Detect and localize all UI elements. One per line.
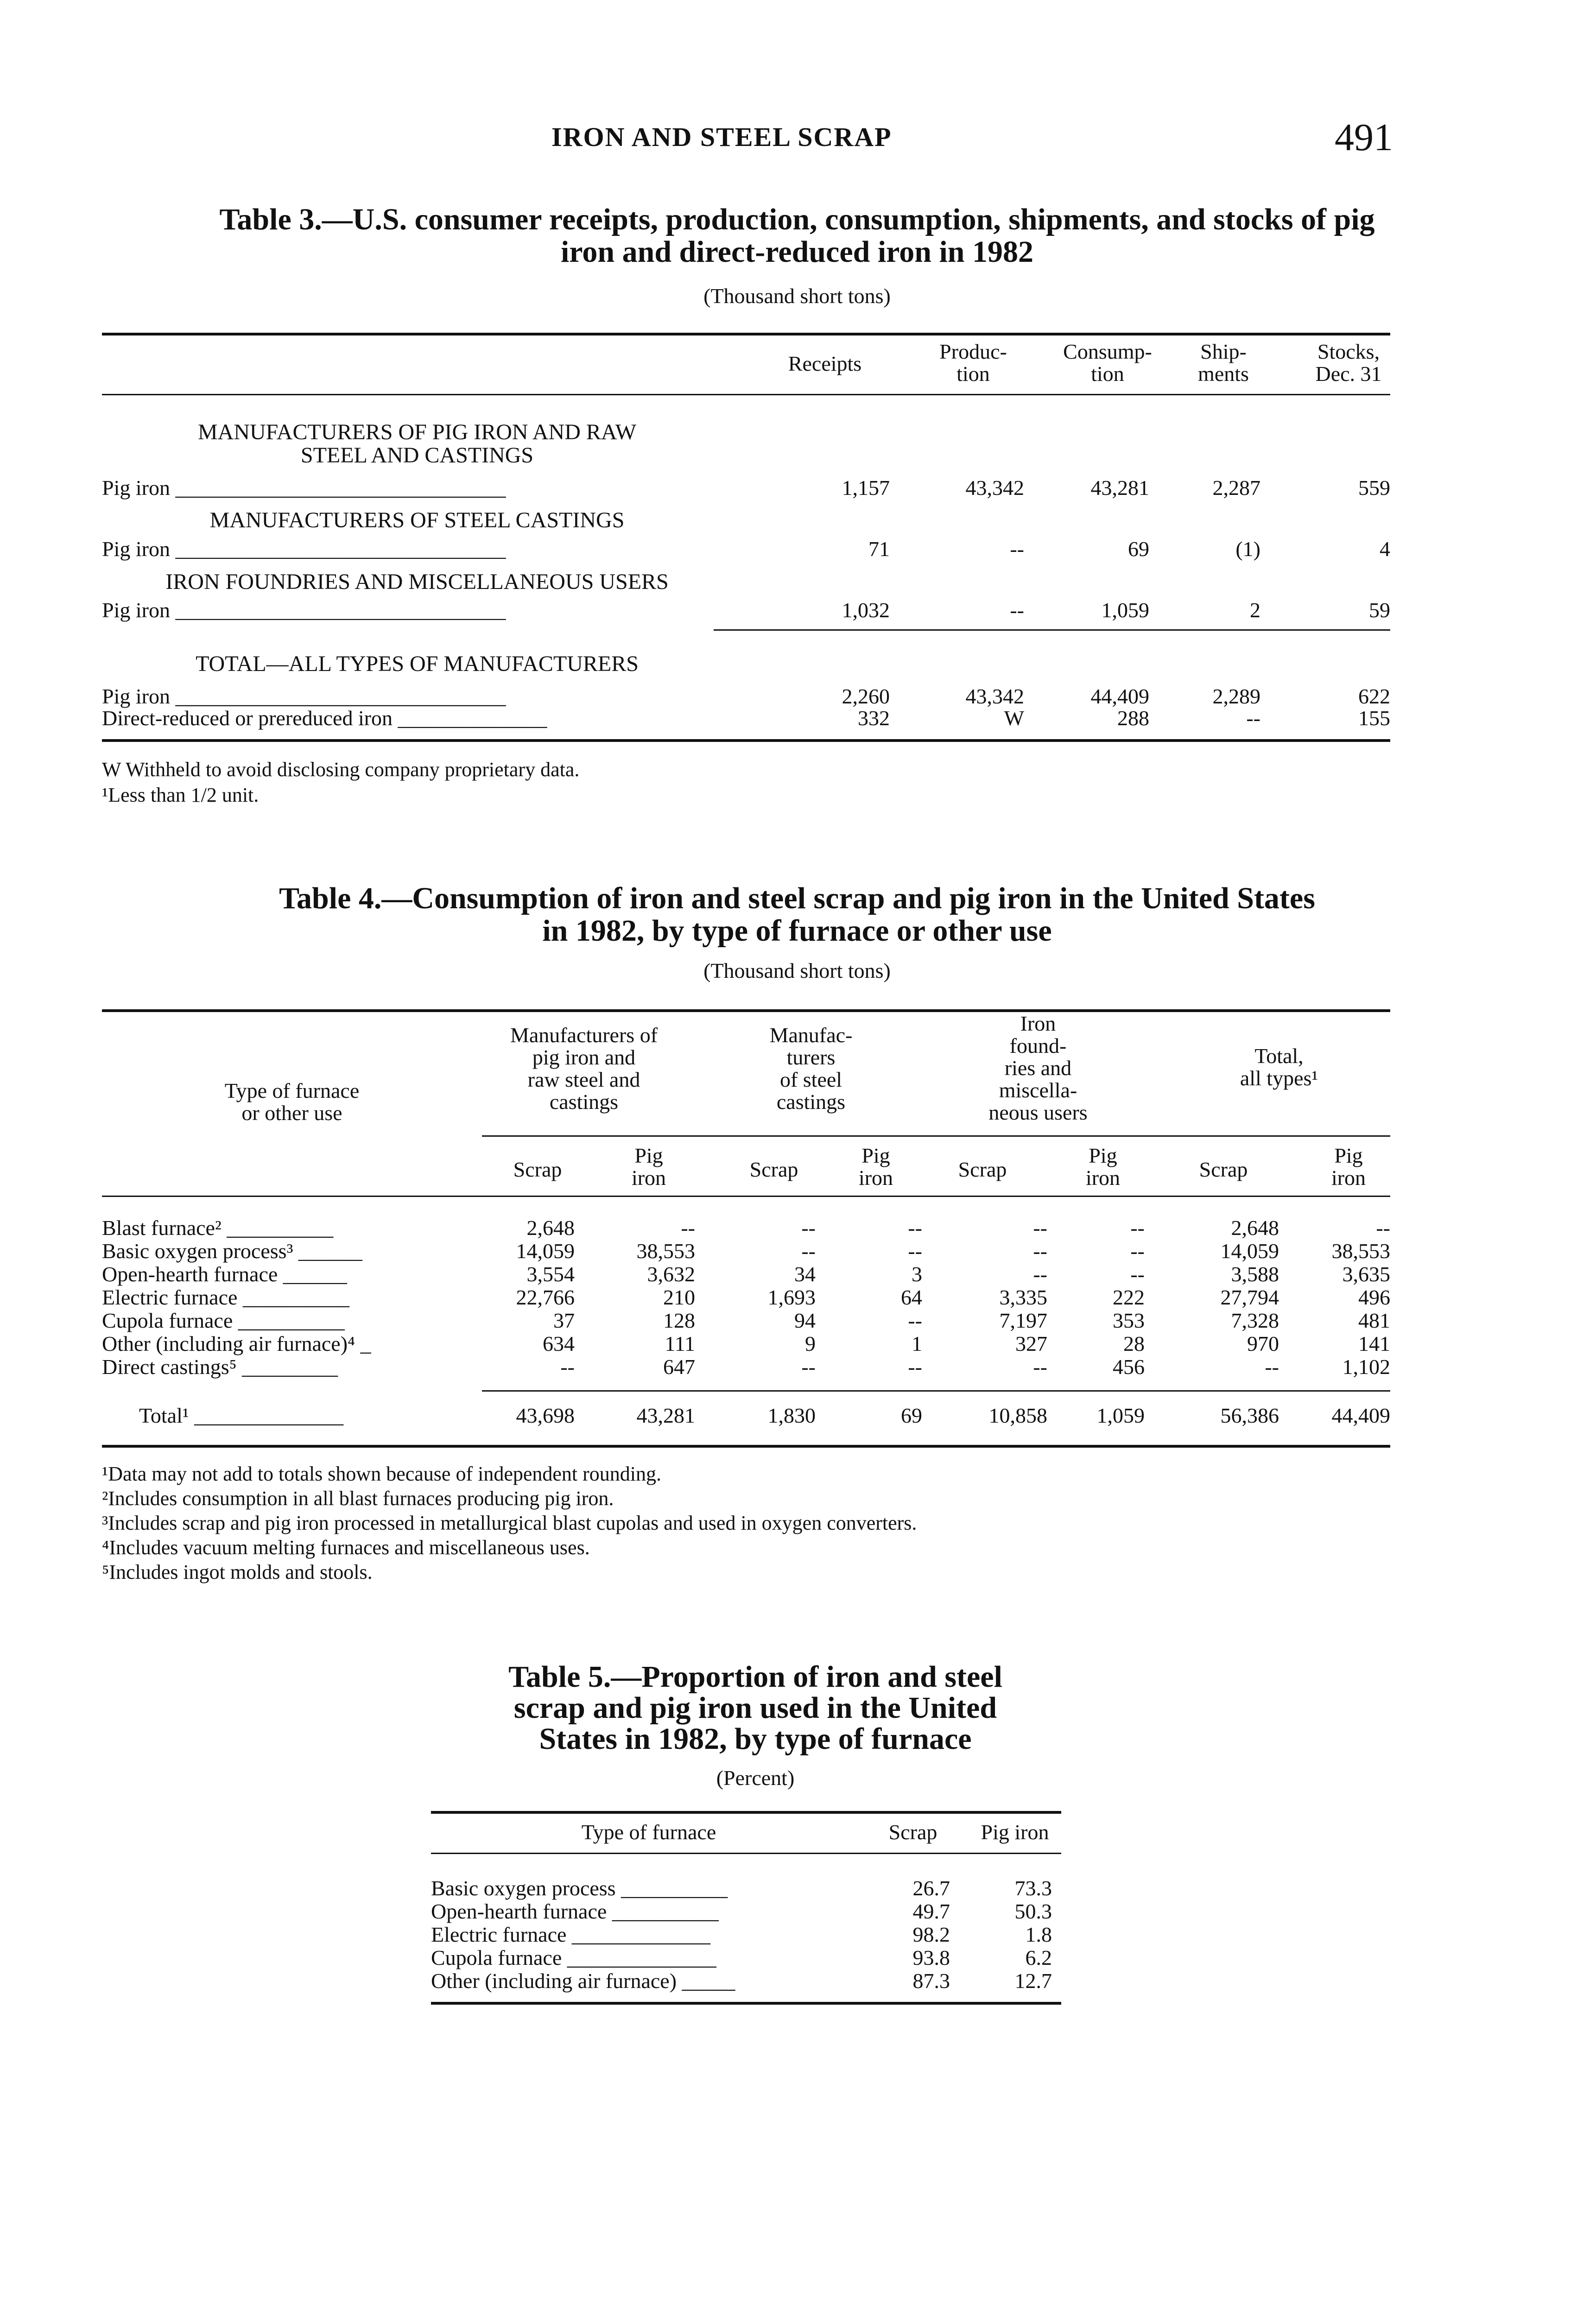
t4-row-label: Direct castings⁵ _________ xyxy=(102,1355,338,1379)
t4-cell: 1,102 xyxy=(1342,1355,1390,1379)
t4-cell: 481 xyxy=(1358,1309,1390,1332)
t5-cell: 73.3 xyxy=(1014,1876,1052,1900)
t4-cell: 3,335 xyxy=(999,1285,1047,1309)
t5-col-pig-iron: Pig iron xyxy=(981,1820,1049,1844)
t4-cell: -- xyxy=(1033,1355,1047,1379)
table3-title-line2: iron and direct-reduced iron in 1982 xyxy=(560,235,1034,269)
t4-footnote: ³Includes scrap and pig iron processed in metallurgical blast cupolas and used in oxygen converters. xyxy=(102,1512,917,1534)
table5-top-rule xyxy=(431,1811,1061,1814)
t3-cell: 43,342 xyxy=(965,476,1024,500)
t4-cell: 496 xyxy=(1358,1285,1390,1309)
t4-cell: 1 xyxy=(912,1332,922,1355)
t4-row-label: Electric furnace __________ xyxy=(102,1285,349,1309)
t4-subcol-pig-iron: Pig iron xyxy=(858,1144,893,1190)
t4-cell: -- xyxy=(1130,1216,1145,1240)
t5-row-label: Electric furnace _____________ xyxy=(431,1923,710,1946)
t3-col-receipts: Receipts xyxy=(788,352,862,375)
t4-cell: 94 xyxy=(794,1309,816,1332)
t4-footnote: ¹Data may not add to totals shown because of independent rounding. xyxy=(102,1462,662,1485)
t3-col-stocks: Stocks, Dec. 31 xyxy=(1315,340,1382,386)
t4-cell: -- xyxy=(908,1309,922,1332)
t3-cell: 4 xyxy=(1380,537,1390,561)
t5-row-label: Other (including air furnace) _____ xyxy=(431,1969,735,1993)
t4-cell: 1,693 xyxy=(767,1285,816,1309)
t4-cell: -- xyxy=(908,1239,922,1263)
t4-cell: 456 xyxy=(1113,1355,1145,1379)
t4-total-cell: 56,386 xyxy=(1220,1404,1279,1427)
t4-cell: 970 xyxy=(1247,1332,1279,1355)
t4-total-rule xyxy=(482,1390,1390,1392)
t3-cell: 43,281 xyxy=(1090,476,1149,500)
t3-cell: 1,059 xyxy=(1101,598,1149,622)
t4-cell: -- xyxy=(560,1355,575,1379)
t4-cell: 3,588 xyxy=(1231,1262,1279,1286)
t3-cell: -- xyxy=(1246,706,1260,730)
t4-cell: 634 xyxy=(543,1332,575,1355)
t4-cell: 64 xyxy=(901,1285,922,1309)
t4-cell: 7,328 xyxy=(1231,1309,1279,1332)
t5-col-type: Type of furnace xyxy=(581,1820,716,1844)
t3-cell: 2,260 xyxy=(842,684,890,708)
t4-cell: 22,766 xyxy=(516,1285,575,1309)
t3-section-heading: MANUFACTURERS OF STEEL CASTINGS xyxy=(209,508,625,532)
t3-cell: 622 xyxy=(1358,684,1390,708)
table5-header-rule xyxy=(431,1853,1061,1854)
t3-cell: 69 xyxy=(1128,537,1149,561)
t4-total-cell: 10,858 xyxy=(988,1404,1047,1427)
page-number: 491 xyxy=(1335,116,1393,159)
t3-row-label: Pig iron _______________________________ xyxy=(102,598,506,622)
t4-total-cell: 43,281 xyxy=(636,1404,695,1427)
t4-group-header: Iron found- ries and miscella- neous users xyxy=(988,1012,1088,1124)
t5-row-label: Cupola furnace ______________ xyxy=(431,1946,716,1969)
table4-top-rule xyxy=(102,1009,1390,1012)
t4-cell: -- xyxy=(908,1216,922,1240)
t4-footnote: ²Includes consumption in all blast furnaces producing pig iron. xyxy=(102,1487,614,1510)
t3-cell: 155 xyxy=(1358,706,1390,730)
t4-total-label: Total¹ ______________ xyxy=(139,1404,344,1427)
t4-cell: 3,635 xyxy=(1342,1262,1390,1286)
t3-cell: W xyxy=(1004,706,1024,730)
t4-cell: 353 xyxy=(1113,1309,1145,1332)
table3-title-line1: Table 3.—U.S. consumer receipts, production, consumption, shipments, and stocks of pig xyxy=(219,203,1375,236)
t4-stub-header: Type of furnace or other use xyxy=(224,1079,360,1125)
t4-cell: 222 xyxy=(1113,1285,1145,1309)
t3-cell: -- xyxy=(1010,598,1024,622)
table5-unit: (Percent) xyxy=(716,1766,795,1790)
t5-cell: 1.8 xyxy=(1025,1923,1052,1946)
t4-cell: 14,059 xyxy=(1220,1239,1279,1263)
t4-cell: 37 xyxy=(553,1309,575,1332)
t4-cell: 141 xyxy=(1358,1332,1390,1355)
table4-bottom-rule xyxy=(102,1445,1390,1448)
t4-cell: 9 xyxy=(805,1332,816,1355)
t4-subcol-scrap: Scrap xyxy=(513,1158,562,1181)
t4-cell: 38,553 xyxy=(636,1239,695,1263)
t4-cell: 3,632 xyxy=(647,1262,695,1286)
t3-cell: 559 xyxy=(1358,476,1390,500)
t4-cell: -- xyxy=(1033,1262,1047,1286)
t5-row-label: Basic oxygen process __________ xyxy=(431,1876,728,1900)
t5-cell: 26.7 xyxy=(912,1876,950,1900)
table3-unit: (Thousand short tons) xyxy=(703,284,891,308)
t4-group-header: Manufacturers of pig iron and raw steel and castings xyxy=(510,1023,658,1114)
t5-cell: 93.8 xyxy=(912,1946,950,1969)
t4-cell: 128 xyxy=(663,1309,695,1332)
t3-row-label: Pig iron _______________________________ xyxy=(102,476,506,500)
t4-cell: -- xyxy=(1265,1355,1279,1379)
t4-cell: 27,794 xyxy=(1220,1285,1279,1309)
t4-subheader-rule xyxy=(482,1135,1390,1137)
t3-cell: 2,289 xyxy=(1212,684,1260,708)
t5-cell: 12.7 xyxy=(1014,1969,1052,1993)
t3-cell: 2 xyxy=(1250,598,1260,622)
t3-cell: 1,032 xyxy=(842,598,890,622)
t3-section-heading: TOTAL—ALL TYPES OF MANUFACTURERS xyxy=(196,652,639,676)
t4-total-cell: 1,830 xyxy=(767,1404,816,1427)
t4-cell: 210 xyxy=(663,1285,695,1309)
t4-row-label: Other (including air furnace)⁴ _ xyxy=(102,1332,371,1355)
t3-cell: 288 xyxy=(1117,706,1149,730)
t4-subcol-pig-iron: Pig iron xyxy=(631,1144,666,1190)
t4-subcol-scrap: Scrap xyxy=(1199,1158,1248,1181)
t4-total-cell: 69 xyxy=(901,1404,922,1427)
table4-title-line1: Table 4.—Consumption of iron and steel scrap and pig iron in the United States xyxy=(279,881,1315,915)
t4-cell: -- xyxy=(1130,1262,1145,1286)
table4-title-line2: in 1982, by type of furnace or other use xyxy=(542,914,1052,948)
t3-row-label: Pig iron _______________________________ xyxy=(102,684,506,708)
t4-subcol-scrap: Scrap xyxy=(749,1158,798,1181)
t5-cell: 6.2 xyxy=(1025,1946,1052,1969)
table3-header-rule xyxy=(102,394,1390,395)
t3-cell: 2,287 xyxy=(1212,476,1260,500)
t4-cell: 2,648 xyxy=(1231,1216,1279,1240)
t4-cell: -- xyxy=(1376,1216,1390,1240)
t4-header-rule xyxy=(102,1196,1390,1197)
t4-group-header: Manufac- turers of steel castings xyxy=(769,1023,853,1114)
t4-row-label: Cupola furnace __________ xyxy=(102,1309,345,1332)
table5-bottom-rule xyxy=(431,2002,1061,2005)
t4-cell: -- xyxy=(1033,1216,1047,1240)
t4-cell: -- xyxy=(801,1355,816,1379)
t4-cell: -- xyxy=(1130,1239,1145,1263)
t4-cell: 647 xyxy=(663,1355,695,1379)
t5-cell: 49.7 xyxy=(912,1899,950,1923)
table3-subtotal-rule xyxy=(714,629,1390,631)
t5-cell: 98.2 xyxy=(912,1923,950,1946)
t3-cell: 43,342 xyxy=(965,684,1024,708)
t4-cell: 3 xyxy=(912,1262,922,1286)
t5-row-label: Open-hearth furnace __________ xyxy=(431,1899,719,1923)
t3-cell: 59 xyxy=(1369,598,1390,622)
table5-title-line3: States in 1982, by type of furnace xyxy=(539,1722,972,1756)
t4-subcol-pig-iron: Pig iron xyxy=(1085,1144,1121,1190)
t4-subcol-scrap: Scrap xyxy=(958,1158,1007,1181)
t4-subcol-pig-iron: Pig iron xyxy=(1331,1144,1366,1190)
table3-bottom-rule xyxy=(102,739,1390,742)
t4-cell: 111 xyxy=(665,1332,695,1355)
t4-total-cell: 44,409 xyxy=(1331,1404,1390,1427)
t4-cell: 38,553 xyxy=(1331,1239,1390,1263)
t3-section-heading: STEEL AND CASTINGS xyxy=(300,443,534,468)
t4-row-label: Open-hearth furnace ______ xyxy=(102,1262,347,1286)
table5-title-line1: Table 5.—Proportion of iron and steel xyxy=(508,1660,1002,1694)
t3-cell: 71 xyxy=(868,537,890,561)
t4-cell: 34 xyxy=(794,1262,816,1286)
t4-footnote: ⁴Includes vacuum melting furnaces and miscellaneous uses. xyxy=(102,1536,590,1559)
t3-col-shipments: Ship- ments xyxy=(1198,340,1249,386)
t4-cell: -- xyxy=(1033,1239,1047,1263)
t4-cell: -- xyxy=(681,1216,695,1240)
t5-col-scrap: Scrap xyxy=(888,1820,937,1844)
t4-cell: 3,554 xyxy=(526,1262,575,1286)
t3-footnote: W Withheld to avoid disclosing company proprietary data. xyxy=(102,758,580,781)
t3-cell: 332 xyxy=(858,706,890,730)
t3-cell: -- xyxy=(1010,537,1024,561)
t4-cell: 28 xyxy=(1123,1332,1145,1355)
t4-cell: -- xyxy=(801,1216,816,1240)
t4-cell: -- xyxy=(908,1355,922,1379)
t4-cell: 7,197 xyxy=(999,1309,1047,1332)
t3-col-production: Produc- tion xyxy=(939,340,1007,386)
t4-cell: 2,648 xyxy=(526,1216,575,1240)
t4-total-cell: 43,698 xyxy=(516,1404,575,1427)
t3-row-label: Direct-reduced or prereduced iron ______________ xyxy=(102,706,547,730)
t4-row-label: Basic oxygen process³ ______ xyxy=(102,1239,362,1263)
t4-cell: 327 xyxy=(1015,1332,1047,1355)
t3-cell: 44,409 xyxy=(1090,684,1149,708)
t3-col-consumption: Consump- tion xyxy=(1063,340,1152,386)
t4-group-header: Total, all types¹ xyxy=(1240,1044,1318,1090)
running-title: IRON AND STEEL SCRAP xyxy=(551,122,892,152)
t4-cell: 14,059 xyxy=(516,1239,575,1263)
table4-unit: (Thousand short tons) xyxy=(703,959,891,982)
t4-cell: -- xyxy=(801,1239,816,1263)
table3-top-rule xyxy=(102,333,1390,336)
t3-row-label: Pig iron _______________________________ xyxy=(102,537,506,561)
t3-section-heading: MANUFACTURERS OF PIG IRON AND RAW xyxy=(197,420,637,444)
t3-cell: (1) xyxy=(1235,537,1260,561)
t4-total-cell: 1,059 xyxy=(1096,1404,1145,1427)
t4-footnote: ⁵Includes ingot molds and stools. xyxy=(102,1561,373,1583)
table5-title-line2: scrap and pig iron used in the United xyxy=(513,1691,997,1725)
t5-cell: 50.3 xyxy=(1014,1899,1052,1923)
t4-row-label: Blast furnace² __________ xyxy=(102,1216,334,1240)
t3-footnote: ¹Less than 1/2 unit. xyxy=(102,784,259,806)
t3-section-heading: IRON FOUNDRIES AND MISCELLANEOUS USERS xyxy=(165,570,669,594)
t3-cell: 1,157 xyxy=(842,476,890,500)
t5-cell: 87.3 xyxy=(912,1969,950,1993)
